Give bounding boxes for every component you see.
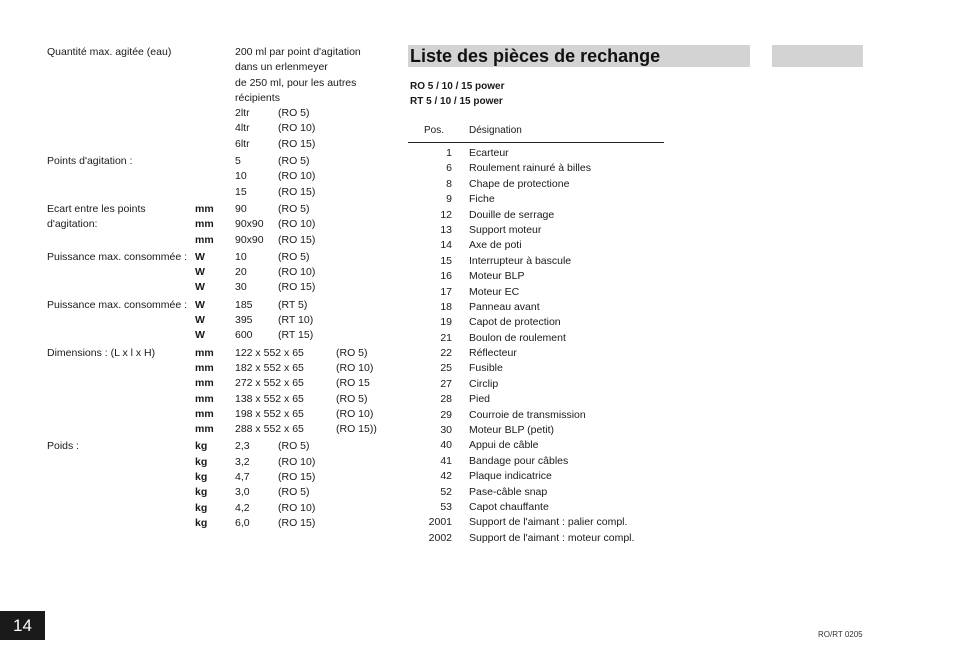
spec-value: 198 x 552 x 65 bbox=[235, 407, 304, 420]
spec-row bbox=[47, 422, 392, 437]
part-position: 13 bbox=[440, 223, 452, 236]
spec-label: d'agitation: bbox=[47, 218, 98, 231]
parts-row bbox=[408, 392, 668, 407]
spec-label: Poids : bbox=[47, 440, 80, 453]
spec-unit: mm bbox=[195, 392, 214, 405]
spec-value: 185 bbox=[235, 298, 253, 311]
part-position: 27 bbox=[440, 377, 452, 390]
spec-unit: kg bbox=[195, 455, 208, 468]
parts-row bbox=[408, 500, 668, 515]
spec-row bbox=[47, 202, 392, 217]
part-position: 40 bbox=[440, 439, 452, 452]
parts-row bbox=[408, 469, 668, 484]
part-designation: Fusible bbox=[469, 362, 503, 375]
spec-label: Puissance max. consommée : bbox=[47, 298, 188, 311]
spec-value: 4ltr bbox=[235, 122, 250, 135]
part-designation: Support de l'aimant : palier compl. bbox=[469, 516, 628, 529]
part-position: 29 bbox=[440, 408, 452, 421]
part-position: 18 bbox=[440, 300, 452, 313]
spec-model-alt: (RO 15)) bbox=[336, 423, 377, 436]
parts-row bbox=[408, 438, 668, 453]
parts-row bbox=[408, 223, 668, 238]
part-designation: Moteur BLP bbox=[469, 270, 525, 283]
spec-unit: mm bbox=[195, 361, 214, 374]
spec-model: (RO 15) bbox=[278, 185, 316, 198]
parts-row bbox=[408, 346, 668, 361]
spec-row bbox=[47, 376, 392, 391]
spec-value: 4,2 bbox=[235, 501, 250, 514]
spec-label: Dimensions : (L x l x H) bbox=[47, 346, 156, 359]
spec-model: (RO 10) bbox=[278, 455, 316, 468]
part-designation: Plaque indicatrice bbox=[469, 470, 552, 483]
part-designation: Douille de serrage bbox=[469, 208, 555, 221]
spec-model: (RO 5) bbox=[278, 486, 310, 499]
spec-value: 3,2 bbox=[235, 455, 250, 468]
model-line-ro: RO 5 / 10 / 15 power bbox=[410, 81, 505, 92]
spec-row bbox=[47, 346, 392, 361]
spec-row bbox=[47, 265, 392, 280]
parts-row bbox=[408, 515, 668, 530]
spec-row bbox=[47, 60, 392, 75]
spec-value: 4,7 bbox=[235, 471, 250, 484]
parts-row bbox=[408, 208, 668, 223]
spec-model: (RO 15) bbox=[278, 233, 316, 246]
part-designation: Moteur EC bbox=[469, 285, 520, 298]
spec-model-alt: (RO 5) bbox=[336, 392, 368, 405]
spec-value: 15 bbox=[235, 185, 247, 198]
parts-row bbox=[408, 161, 668, 176]
spec-model: (RO 5) bbox=[278, 155, 310, 168]
spec-row bbox=[47, 298, 392, 313]
spec-model: (RO 5) bbox=[278, 440, 310, 453]
spec-value: 272 x 552 x 65 bbox=[235, 377, 304, 390]
spec-row bbox=[47, 328, 392, 343]
part-position: 9 bbox=[446, 193, 452, 206]
spec-value: 20 bbox=[235, 266, 247, 279]
spec-value: de 250 ml, pour les autres bbox=[235, 76, 357, 89]
part-designation: Pase-câble snap bbox=[469, 485, 548, 498]
spec-row bbox=[47, 392, 392, 407]
part-designation: Panneau avant bbox=[469, 300, 540, 313]
parts-row bbox=[408, 238, 668, 253]
spec-value: 30 bbox=[235, 281, 247, 294]
spec-unit: mm bbox=[195, 218, 214, 231]
part-designation: Fiche bbox=[469, 193, 495, 206]
spec-row bbox=[47, 361, 392, 376]
spec-value: 2,3 bbox=[235, 440, 250, 453]
spec-row bbox=[47, 280, 392, 295]
part-designation: Ecarteur bbox=[469, 147, 509, 159]
spec-value: 10 bbox=[235, 170, 247, 183]
parts-table-header bbox=[424, 124, 522, 138]
spec-label: Quantité max. agitée (eau) bbox=[47, 46, 172, 58]
parts-row bbox=[408, 315, 668, 330]
spec-model: (RO 10) bbox=[278, 170, 316, 183]
spec-row bbox=[47, 137, 392, 152]
spec-label: Puissance max. consommée : bbox=[47, 250, 188, 263]
part-designation: Interrupteur à bascule bbox=[469, 254, 572, 267]
header-divider bbox=[408, 142, 664, 143]
spec-row bbox=[47, 217, 392, 232]
spec-unit: mm bbox=[195, 233, 214, 246]
part-position: 28 bbox=[440, 393, 452, 406]
header-tab-box bbox=[772, 45, 863, 67]
column-header-designation: Désignation bbox=[469, 125, 522, 136]
spec-value: 288 x 552 x 65 bbox=[235, 423, 304, 436]
spec-unit: W bbox=[195, 250, 205, 263]
parts-row bbox=[408, 269, 668, 284]
spec-value: 200 ml par point d'agitation bbox=[235, 46, 361, 58]
model-list bbox=[410, 79, 504, 109]
parts-row bbox=[408, 192, 668, 207]
part-designation: Appui de câble bbox=[469, 439, 539, 452]
part-designation: Capot chauffante bbox=[469, 500, 549, 513]
spec-model: (RO 5) bbox=[278, 202, 310, 215]
part-designation: Support moteur bbox=[469, 223, 542, 236]
spec-row bbox=[47, 121, 392, 136]
spec-model: (RO 10) bbox=[278, 122, 316, 135]
spec-row bbox=[47, 250, 392, 265]
parts-row bbox=[408, 361, 668, 376]
technical-specs bbox=[47, 45, 392, 533]
spec-row bbox=[47, 169, 392, 184]
spec-unit: kg bbox=[195, 516, 208, 529]
parts-row bbox=[408, 331, 668, 346]
parts-row bbox=[408, 177, 668, 192]
spec-unit: mm bbox=[195, 423, 214, 436]
parts-row bbox=[408, 531, 668, 546]
part-designation: Chape de protectione bbox=[469, 177, 570, 190]
model-line-rt: RT 5 / 10 / 15 power bbox=[410, 96, 503, 107]
spec-value: 3,0 bbox=[235, 486, 250, 499]
part-position: 42 bbox=[440, 470, 452, 483]
spec-row bbox=[47, 91, 392, 106]
spec-model: (RT 10) bbox=[278, 314, 314, 327]
part-position: 2001 bbox=[428, 516, 452, 529]
footer-code: RO/RT 0205 bbox=[818, 630, 863, 639]
part-designation: Support de l'aimant : moteur compl. bbox=[469, 531, 635, 544]
part-designation: Boulon de roulement bbox=[469, 331, 566, 344]
spec-row bbox=[47, 455, 392, 470]
spec-unit: mm bbox=[195, 377, 214, 390]
part-position: 1 bbox=[446, 147, 452, 159]
spec-model-alt: (RO 5) bbox=[336, 346, 368, 359]
spec-row bbox=[47, 485, 392, 500]
spec-row bbox=[47, 76, 392, 91]
spec-model: (RO 15) bbox=[278, 516, 316, 529]
spec-model: (RO 10) bbox=[278, 218, 316, 231]
spec-model-alt: (RO 15 bbox=[336, 377, 370, 390]
spec-unit: mm bbox=[195, 346, 214, 359]
parts-row bbox=[408, 408, 668, 423]
spec-row bbox=[47, 185, 392, 200]
spec-value: 395 bbox=[235, 314, 253, 327]
spec-value: 182 x 552 x 65 bbox=[235, 361, 304, 374]
spec-model: (RO 5) bbox=[278, 250, 310, 263]
spec-unit: kg bbox=[195, 471, 208, 484]
part-position: 30 bbox=[440, 424, 452, 437]
spec-model: (RO 15) bbox=[278, 137, 316, 150]
spec-row bbox=[47, 106, 392, 121]
spec-row bbox=[47, 470, 392, 485]
spec-value: 90x90 bbox=[235, 233, 264, 246]
spec-unit: kg bbox=[195, 440, 208, 453]
part-position: 53 bbox=[440, 500, 452, 513]
spec-value: 122 x 552 x 65 bbox=[235, 346, 304, 359]
spec-value: dans un erlenmeyer bbox=[235, 61, 328, 74]
part-designation: Roulement rainuré à billes bbox=[469, 162, 591, 175]
part-position: 12 bbox=[440, 208, 452, 221]
spec-model: (RO 10) bbox=[278, 501, 316, 514]
spec-value: 90x90 bbox=[235, 218, 264, 231]
parts-row bbox=[408, 300, 668, 315]
part-position: 2002 bbox=[428, 531, 452, 544]
part-designation: Courroie de transmission bbox=[469, 408, 586, 421]
parts-row bbox=[408, 285, 668, 300]
part-designation: Réflecteur bbox=[469, 347, 517, 360]
parts-row bbox=[408, 485, 668, 500]
spec-unit: W bbox=[195, 329, 205, 342]
page-number: 14 bbox=[0, 611, 45, 640]
spec-value: 600 bbox=[235, 329, 253, 342]
spec-row bbox=[47, 45, 392, 60]
spec-model: (RO 15) bbox=[278, 281, 316, 294]
part-position: 21 bbox=[440, 331, 452, 344]
parts-row bbox=[408, 377, 668, 392]
part-designation: Circlip bbox=[469, 377, 499, 390]
spec-unit: kg bbox=[195, 486, 208, 499]
part-position: 22 bbox=[440, 347, 452, 360]
part-designation: Pied bbox=[469, 393, 491, 406]
spec-unit: W bbox=[195, 266, 205, 279]
spec-value: 6,0 bbox=[235, 516, 250, 529]
part-position: 52 bbox=[440, 485, 452, 498]
part-position: 25 bbox=[440, 362, 452, 375]
spec-value: 6ltr bbox=[235, 137, 250, 150]
spec-unit: mm bbox=[195, 202, 214, 215]
spec-model: (RO 5) bbox=[278, 107, 310, 120]
spec-value: 10 bbox=[235, 250, 247, 263]
spec-value: 90 bbox=[235, 202, 247, 215]
spec-value: 5 bbox=[235, 155, 241, 168]
part-position: 19 bbox=[440, 316, 452, 329]
spec-model: (RO 15) bbox=[278, 471, 316, 484]
parts-row bbox=[408, 146, 668, 161]
spec-row bbox=[47, 407, 392, 422]
spec-label: Points d'agitation : bbox=[47, 155, 133, 168]
spec-model: (RT 5) bbox=[278, 298, 308, 311]
part-designation: Axe de poti bbox=[469, 239, 522, 252]
part-designation: Bandage pour câbles bbox=[469, 454, 569, 467]
parts-row bbox=[408, 254, 668, 269]
spec-label: Ecart entre les points bbox=[47, 202, 146, 215]
spec-unit: W bbox=[195, 314, 205, 327]
part-position: 16 bbox=[440, 270, 452, 283]
part-position: 41 bbox=[440, 454, 452, 467]
part-designation: Moteur BLP (petit) bbox=[469, 424, 555, 437]
spec-value: 138 x 552 x 65 bbox=[235, 392, 304, 405]
parts-row bbox=[408, 454, 668, 469]
parts-row bbox=[408, 423, 668, 438]
spec-model: (RT 15) bbox=[278, 329, 314, 342]
parts-table bbox=[408, 146, 668, 546]
part-position: 14 bbox=[440, 239, 452, 252]
part-position: 17 bbox=[440, 285, 452, 298]
spec-row bbox=[47, 501, 392, 516]
part-position: 6 bbox=[446, 162, 452, 175]
spec-model: (RO 10) bbox=[278, 266, 316, 279]
spec-value: récipients bbox=[235, 91, 280, 104]
spec-row bbox=[47, 233, 392, 248]
spec-row bbox=[47, 154, 392, 169]
spec-unit: W bbox=[195, 298, 205, 311]
spec-model-alt: (RO 10) bbox=[336, 361, 374, 374]
spec-unit: mm bbox=[195, 407, 214, 420]
spec-row bbox=[47, 313, 392, 328]
part-position: 8 bbox=[446, 177, 452, 190]
spec-unit: kg bbox=[195, 501, 208, 514]
spec-row bbox=[47, 516, 392, 531]
spec-model-alt: (RO 10) bbox=[336, 407, 374, 420]
spec-unit: W bbox=[195, 281, 205, 294]
spec-row bbox=[47, 439, 392, 454]
column-header-pos: Pos. bbox=[424, 125, 445, 136]
part-position: 15 bbox=[440, 254, 452, 267]
spec-value: 2ltr bbox=[235, 107, 250, 120]
part-designation: Capot de protection bbox=[469, 316, 561, 329]
parts-list-heading: Liste des pièces de rechange bbox=[410, 46, 661, 66]
